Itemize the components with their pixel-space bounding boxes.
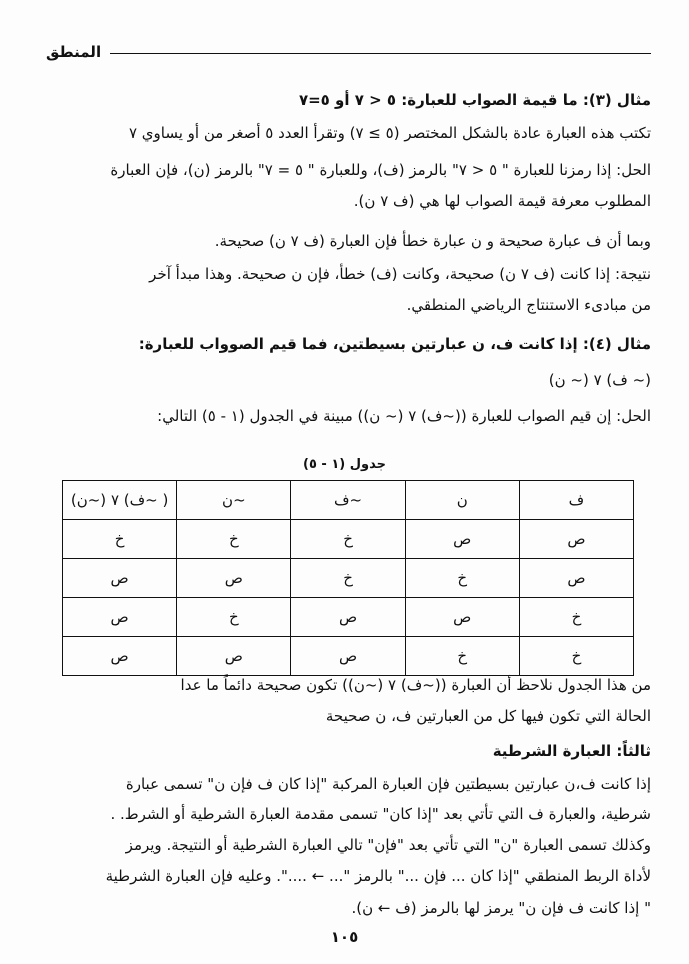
table-cell: خ <box>177 520 291 559</box>
table-cell: خ <box>291 559 405 598</box>
paragraph-line: وكذلك تسمى العبارة "ن" التي تأتي بعد "فإن" تالي العبارة الشرطية أو النتيجة. ويرمز <box>125 836 651 854</box>
table-cell: ص <box>519 520 633 559</box>
table-cell: خ <box>519 637 633 676</box>
table-cell: خ <box>291 520 405 559</box>
table-cell: ص <box>291 598 405 637</box>
table-cell: خ <box>405 637 519 676</box>
paragraph-line: الحل: إن قيم الصواب للعبارة ((~ف) ٧ (~ ن)) مبينة في الجدول (١ - ٥) التالي: <box>157 407 651 425</box>
paragraph-line: " إذا كانت ف فإن ن" يرمز لها بالرمز (ف ← ن). <box>351 899 651 917</box>
table-header-cell: ~ف <box>291 481 405 520</box>
paragraph-line: نتيجة: إذا كانت (ف ٧ ن) صحيحة، وكانت (ف) خطأ، فإن ن صحيحة. وهذا مبدأ آخر <box>149 265 651 283</box>
table-cell: خ <box>519 598 633 637</box>
paragraph-line: تكتب هذه العبارة عادة بالشكل المختصر (٥ ≥ ٧) وتقرأ العدد ٥ أصغر من أو يساوي ٧ <box>128 124 651 142</box>
table-caption: جدول (١ - ٥) <box>303 457 386 472</box>
table-row <box>63 520 634 559</box>
paragraph-line: وبما أن ف عبارة صحيحة و ن عبارة خطأ فإن العبارة (ف ٧ ن) صحيحة. <box>214 232 651 250</box>
formula-line: (~ ف) ٧ (~ ن) <box>548 371 651 389</box>
table-cell: ص <box>291 637 405 676</box>
table-header-cell: ف <box>519 481 633 520</box>
paragraph-line: من هذا الجدول نلاحظ أن العبارة ((~ف) ٧ (~ن)) تكون صحيحة دائماً ما عدا <box>180 676 651 694</box>
section-heading: ثالثاً: العبارة الشرطية <box>492 742 651 760</box>
table-cell: ص <box>519 559 633 598</box>
paragraph-line: الحل: إذا رمزنا للعبارة " ٥ < ٧" بالرمز (ف)، وللعبارة " ٥ = ٧" بالرمز (ن)، فإن العبارة <box>110 161 651 179</box>
example-4-heading: مثال (٤): إذا كانت ف، ن عبارتين بسيطتين، فما قيم الصوواب للعبارة: <box>138 335 651 353</box>
paragraph-line: من مبادىء الاستنتاج الرياضي المنطقي. <box>406 296 651 314</box>
table-cell: ص <box>177 559 291 598</box>
table-header-cell: ( ~ف) ٧ (~ن) <box>63 481 177 520</box>
table-header-cell: ~ن <box>177 481 291 520</box>
paragraph-line: لأداة الربط المنطقي "إذا كان ... فإن ..." بالرمز "... ← ....". وعليه فإن العبارة الشرطية <box>105 867 651 885</box>
table-cell: ص <box>177 637 291 676</box>
table-cell: خ <box>177 598 291 637</box>
table-cell: خ <box>63 520 177 559</box>
page-number: ١٠٥ <box>330 928 359 946</box>
running-header: المنطق <box>46 43 102 61</box>
paragraph-line: الحالة التي تكون فيها كل من العبارتين ف، ن صحيحة <box>325 707 651 725</box>
table-header-row <box>63 481 634 520</box>
table-header-cell: ن <box>405 481 519 520</box>
table-cell: خ <box>405 559 519 598</box>
paragraph-line: المطلوب معرفة قيمة الصواب لها هي (ف ٧ ن). <box>353 192 651 210</box>
truth-table <box>62 480 634 676</box>
table-cell: ص <box>63 559 177 598</box>
table-cell: ص <box>405 598 519 637</box>
header-rule <box>110 53 651 54</box>
table-cell: ص <box>405 520 519 559</box>
table-row <box>63 559 634 598</box>
example-3-heading: مثال (٣): ما قيمة الصواب للعبارة: ٥ < ٧ أو ٥=٧ <box>298 91 651 109</box>
table-cell: ص <box>63 637 177 676</box>
paragraph-line: إذا كانت ف،ن عبارتين بسيطتين فإن العبارة المركبة "إذا كان ف فإن ن" تسمى عبارة <box>125 775 651 793</box>
table-cell: ص <box>63 598 177 637</box>
table-row <box>63 598 634 637</box>
paragraph-line: شرطية، والعبارة ف التي تأتي بعد "إذا كان" تسمى مقدمة العبارة الشرطية أو الشرط. . <box>110 805 651 823</box>
table-row <box>63 637 634 676</box>
